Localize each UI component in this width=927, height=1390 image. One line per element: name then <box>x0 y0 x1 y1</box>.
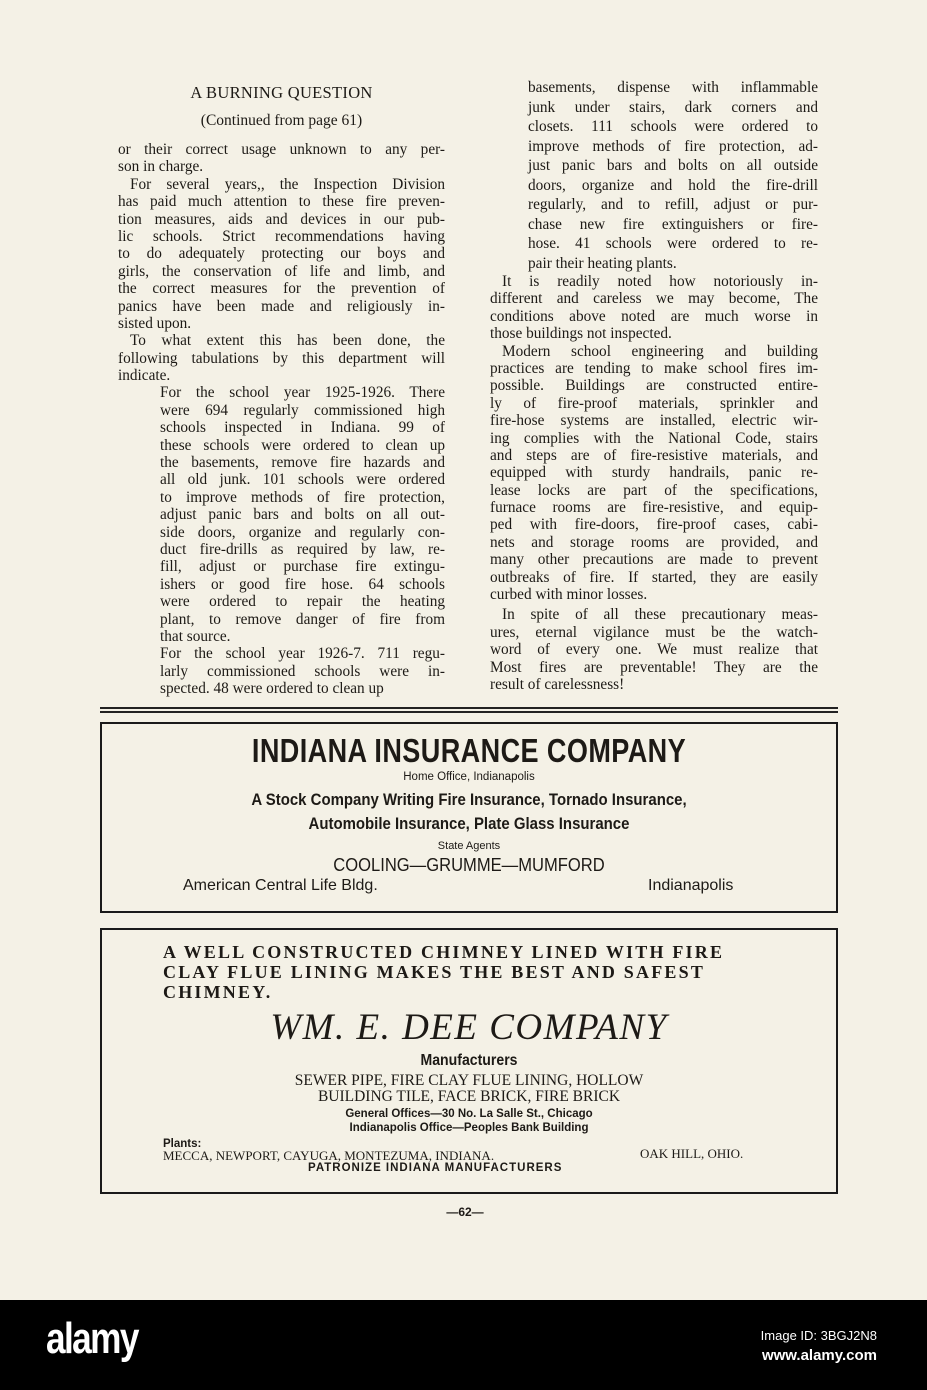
text-line: doors, organize and hold the fire-drill <box>528 176 818 194</box>
text-line: that source. <box>160 627 231 645</box>
text-line: basements, dispense with inflammable <box>528 79 818 96</box>
ad-line: Automobile Insurance, Plate Glass Insurance <box>308 814 630 833</box>
text-line: To what extent this has been done, the <box>130 332 445 350</box>
text-line: improve methods of fire protection, ad- <box>528 137 818 155</box>
text-line: result of carelessness! <box>490 675 625 693</box>
image-id: Image ID: 3BGJ2N8 <box>760 1328 877 1343</box>
text-line: plant, to remove danger of fire from <box>160 610 445 628</box>
text-line: son in charge. <box>118 158 204 176</box>
ad-plants-indiana: MECCA, NEWPORT, CAYUGA, MONTEZUMA, INDIANA. <box>163 1148 495 1163</box>
headline-line: CHIMNEY. <box>163 982 273 1002</box>
paragraph <box>490 606 818 693</box>
text-line: to improve methods of fire protection, <box>160 488 445 506</box>
text-line: panics have been made and religiously in- <box>118 297 445 315</box>
text-line: girls, the conservation of life and limb, and <box>118 262 445 280</box>
text-line: and steps are of fire-resistive materials, and <box>490 446 818 464</box>
ad-home-office: Home Office, Indianapolis <box>403 771 535 783</box>
ad-manufacturers: Manufacturers <box>420 1052 518 1069</box>
text-line: Modern school engineering and building <box>502 342 818 360</box>
paragraph <box>118 332 445 384</box>
text-line: adjust panic bars and bolts on all out- <box>160 506 445 524</box>
dee-company-ad <box>100 928 838 1194</box>
text-line: ures, eternal vigilance must be the watch- <box>490 623 818 641</box>
ad-indianapolis-office: Indianapolis Office—Peoples Bank Building <box>349 1122 589 1134</box>
watermark-bar <box>0 1300 927 1390</box>
text-line: larly commissioned schools were in- <box>160 662 445 680</box>
text-line: these schools were ordered to clean up <box>160 436 445 454</box>
text-line: indicate. <box>118 367 171 385</box>
text-line: pair their heating plants. <box>528 254 677 272</box>
text-line: furnace rooms are fire-resistive, and equip- <box>490 499 818 517</box>
text-line: For the school year 1926-7. 711 regu- <box>160 645 445 663</box>
text-line: Most fires are preventable! They are the <box>490 658 818 676</box>
text-line: ishers or good fire hose. 64 schools <box>160 575 445 593</box>
text-line: possible. Buildings are constructed entire- <box>490 377 818 395</box>
tabulation-paragraph <box>160 384 445 645</box>
text-line: following tabulations by this department will <box>118 349 445 367</box>
text-line: tion measures, aids and devices in our pub- <box>118 210 445 228</box>
ad-agents: COOLING—GRUMME—MUMFORD <box>333 855 605 875</box>
divider-rule <box>100 707 838 709</box>
text-line: equipped with sturdy handrails, panic re- <box>490 464 818 482</box>
text-line: has paid much attention to these fire preven- <box>118 193 445 211</box>
alamy-logo: alamy <box>46 1314 138 1363</box>
text-line: regularly, and to refill, adjust or pur- <box>528 196 818 213</box>
text-line: just panic bars and bolts on all outside <box>528 157 818 174</box>
divider-rule <box>100 711 838 713</box>
ad-company-name: WM. E. DEE COMPANY <box>270 1007 668 1048</box>
text-line: spected. 48 were ordered to clean up <box>160 680 384 698</box>
text-line: were ordered to repair the heating <box>160 593 445 611</box>
text-line: all old junk. 101 schools were ordered <box>160 471 445 489</box>
ad-company-name: INDIANA INSURANCE COMPANY <box>251 732 687 769</box>
ad-products: SEWER PIPE, FIRE CLAY FLUE LINING, HOLLOW <box>294 1072 644 1089</box>
headline-line: CLAY FLUE LINING MAKES THE BEST AND SAFEST <box>163 962 706 982</box>
text-line: lic schools. Strict recommendations having <box>118 227 445 245</box>
ad-plants-ohio: OAK HILL, OHIO. <box>640 1146 744 1161</box>
text-line: duct fire-drills as required by law, re- <box>160 540 445 558</box>
headline-line: A WELL CONSTRUCTED CHIMNEY LINED WITH FIRE <box>163 942 725 962</box>
text-line: hose. 41 schools were ordered to re- <box>528 235 818 252</box>
text-line: In spite of all these precautionary meas- <box>502 606 818 624</box>
text-line: to do adequately protecting our boys and <box>118 245 445 263</box>
tabulation-paragraph <box>528 78 818 273</box>
text-line: fill, adjust or purchase fire extingu- <box>160 558 445 576</box>
article-subtitle: (Continued from page 61) <box>200 112 363 129</box>
ad-general-offices: General Offices—30 No. La Salle St., Chicago <box>345 1108 593 1120</box>
text-line: word of every one. We must realize that <box>490 641 818 659</box>
ad-agents-label: State Agents <box>437 840 501 852</box>
text-line: outbreaks of fire. If started, they are easily <box>490 568 818 586</box>
text-line: For the school year 1925-1926. There <box>160 384 445 402</box>
text-line: those buildings not inspected. <box>490 325 672 343</box>
text-line: many other precautions are made to prevent <box>490 551 818 569</box>
text-line: It is readily noted how notoriously in- <box>502 273 818 290</box>
text-line: ly of fire-proof materials, sprinkler and <box>490 394 818 412</box>
ad-plants-label: Plants: <box>163 1138 202 1150</box>
text-line: schools inspected in Indiana. 99 of <box>160 419 445 437</box>
watermark-url: www.alamy.com <box>761 1347 877 1364</box>
insurance-ad <box>100 722 838 913</box>
ad-products: BUILDING TILE, FACE BRICK, FIRE BRICK <box>317 1088 621 1105</box>
text-line: sisted upon. <box>118 314 192 332</box>
text-line: chase new fire extinguishers or fire- <box>528 215 818 233</box>
text-line: closets. 111 schools were ordered to <box>528 118 818 135</box>
paragraph <box>118 141 445 176</box>
right-column <box>490 78 818 693</box>
text-line: or their correct usage unknown to any per- <box>118 141 445 158</box>
text-line: the basements, remove fire hazards and <box>160 454 445 472</box>
text-line: side doors, organize and regularly con- <box>160 523 445 541</box>
ad-line: A Stock Company Writing Fire Insurance, Tornado Insurance, <box>251 790 687 809</box>
text-line: were 694 regularly commissioned high <box>160 401 445 419</box>
text-line: ing complies with the National Code, stairs <box>490 429 818 447</box>
text-line: fire-hose systems are installed, electric wir- <box>490 412 818 430</box>
text-line: practices are tending to make school fires im- <box>490 359 818 377</box>
paragraph <box>490 273 818 343</box>
ad-city: Indianapolis <box>648 877 734 894</box>
text-line: lease locks are part of the specifications, <box>490 481 818 499</box>
text-line: For several years,, the Inspection Division <box>130 175 445 193</box>
left-column <box>118 141 445 698</box>
paragraph <box>118 176 445 333</box>
ad-slogan: PATRONIZE INDIANA MANUFACTURERS <box>308 1162 563 1174</box>
text-line: junk under stairs, dark corners and <box>528 98 818 116</box>
paragraph <box>490 343 818 604</box>
text-line: conditions above noted are much worse in <box>490 307 818 325</box>
page-number: —62— <box>446 1205 484 1219</box>
tabulation-paragraph <box>160 645 445 697</box>
ad-address: American Central Life Bldg. <box>183 877 378 894</box>
text-line: ped with fire-doors, fire-proof cases, cabi- <box>490 516 818 534</box>
text-line: different and careless we may become, The <box>490 290 818 308</box>
text-line: curbed with minor losses. <box>490 586 648 604</box>
text-line: nets and storage rooms are provided, and <box>490 533 818 551</box>
text-line: the correct measures for the prevention of <box>118 280 445 298</box>
ad-headline <box>163 942 724 1002</box>
article-title: A BURNING QUESTION <box>190 83 373 102</box>
